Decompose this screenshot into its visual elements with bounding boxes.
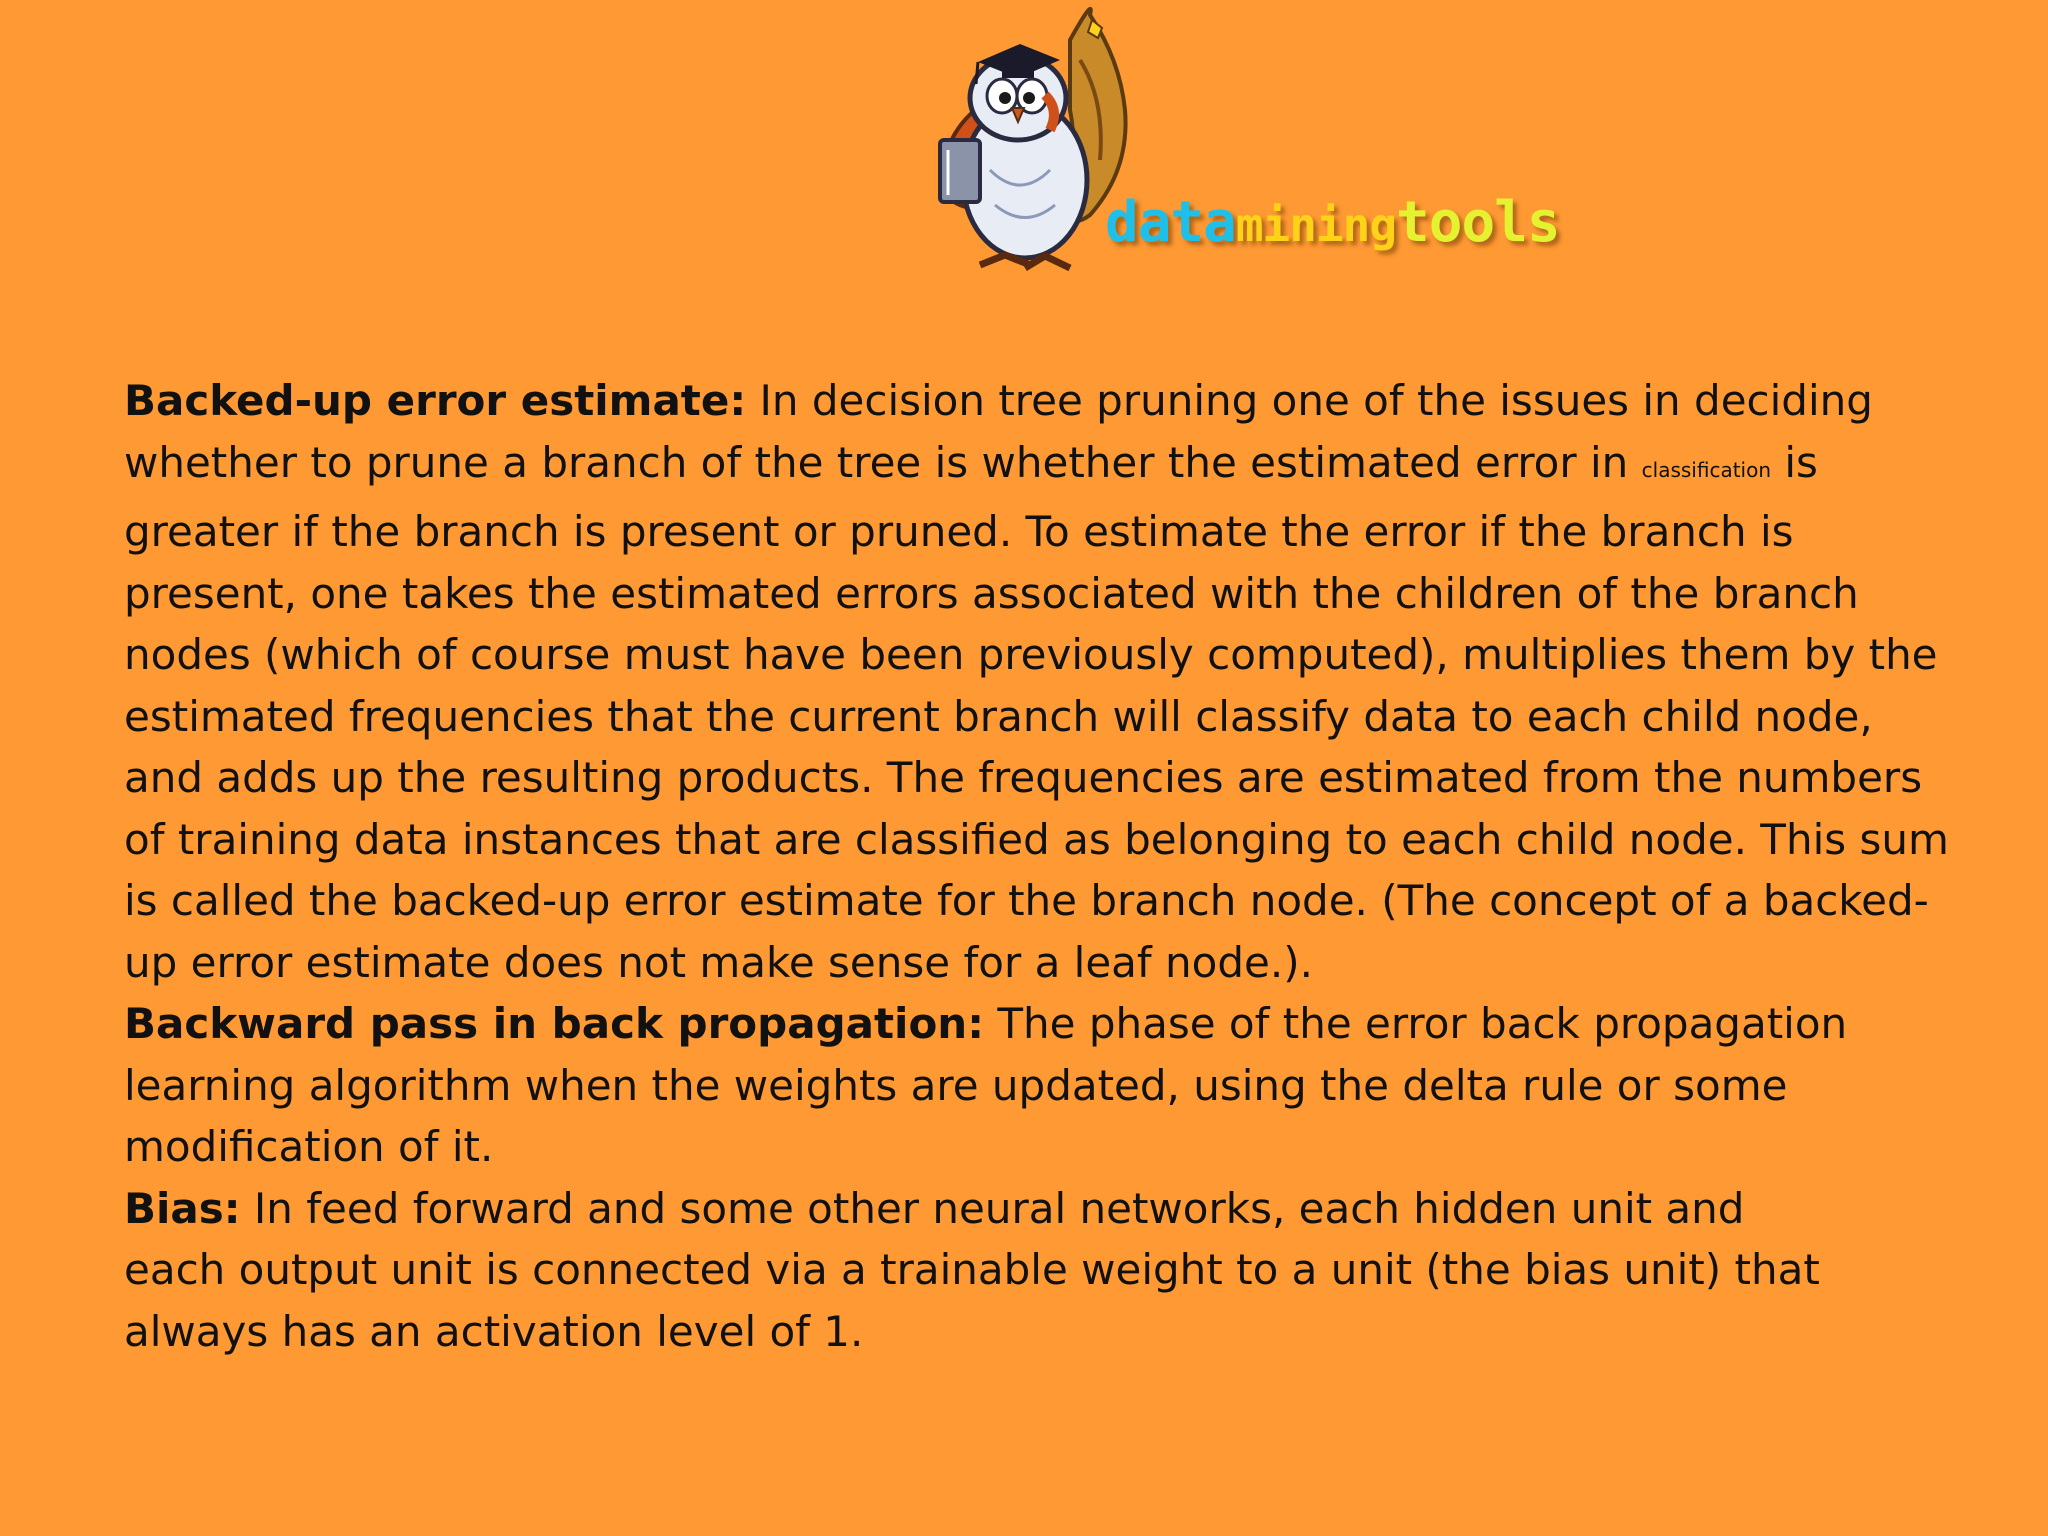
definition-text: The phase of the error back propagation learning algorithm when the weights are updated, using the delta rule or some modification of it. [124,999,1848,1171]
logo-word-tools: tools [1396,190,1560,255]
dataminingtools-logo [920,0,1660,290]
term-heading: Backed-up error estimate: [124,376,747,425]
logo-word-data: data [1105,190,1236,255]
logo-wordmark [1105,190,1560,255]
entry-backward-pass [124,993,1964,1178]
definition-text: each output unit is connected via a trainable weight to a unit (the bias unit) that always has an activation level of 1. [124,1245,1820,1356]
definition-text: In feed forward and some other neural networks, each hidden unit and [240,1183,1745,1233]
definition-text: is greater if the branch is present or pruned. To estimate the error if the branch is present, one takes the estimated errors associated with the children of the branch nodes (which of course must have been previously computed), multiplies them by the estimated frequencies that the current branch will classify data to each child node, and adds up the resulting products. The frequencies are estimated from the numbers of training data instances that are classified as belonging to each child node. This sum is called the backed-up error estimate for the branch node. (The concept of a backed-up error estimate does not make sense for a leaf node.). [124,437,1949,987]
entry-bias [124,1178,1964,1363]
glossary-body [124,370,1964,1362]
term-heading: Backward pass in back propagation: [124,999,984,1048]
definition-text: In decision tree pruning one of the issues in deciding whether to prune a branch of the tree is whether the estimated error in [124,376,1873,487]
logo-word-mining: mining [1235,198,1397,252]
term-heading: Bias: [124,1183,241,1233]
entry-backed-up-error-estimate [124,370,1964,993]
small-word: classification [1641,457,1772,482]
